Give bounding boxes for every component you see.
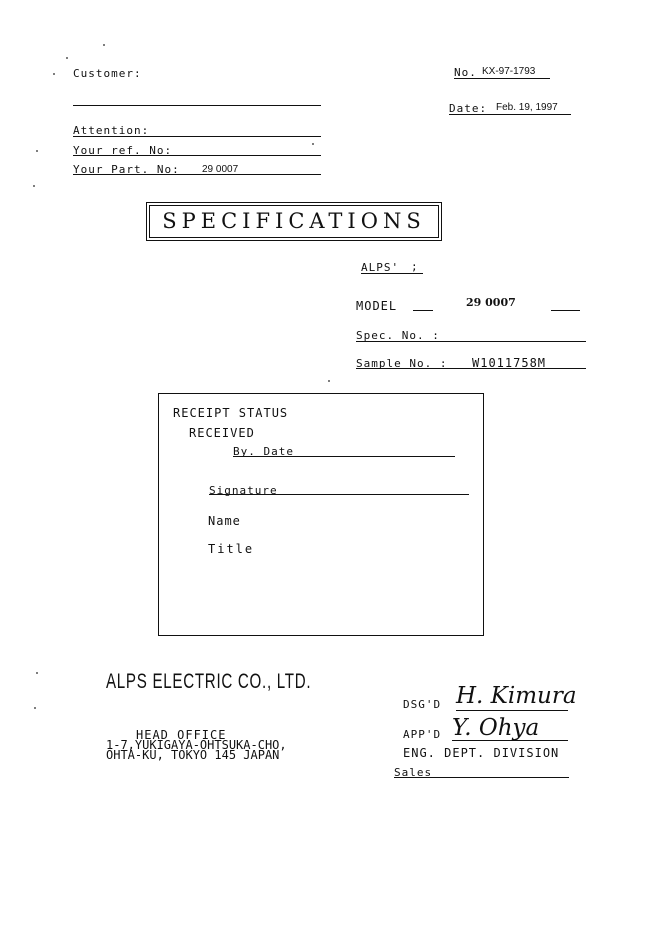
scan-speck	[34, 707, 36, 709]
signature-line	[209, 494, 469, 495]
by-date-line	[233, 456, 455, 457]
received-label: RECEIVED	[189, 426, 255, 440]
dsg-line	[456, 710, 568, 711]
doc-no-line	[454, 78, 550, 79]
your-part-label: Your Part. No:	[73, 163, 180, 176]
your-part-line	[73, 174, 321, 175]
division-label: ENG. DEPT. DIVISION	[403, 746, 560, 760]
sample-no-value: W1011758M	[472, 356, 547, 370]
your-ref-line	[73, 155, 321, 156]
model-line-left	[413, 310, 433, 311]
by-date-label: By. Date	[233, 445, 294, 458]
model-label: MODEL	[356, 299, 398, 313]
sample-no-label: Sample No. :	[356, 357, 448, 370]
date-value: Feb. 19, 1997	[496, 102, 558, 113]
company-name: ALPS ELECTRIC CO., LTD.	[106, 670, 312, 693]
app-label: APP'D	[403, 728, 442, 741]
signature-label: Signature	[209, 484, 278, 497]
alps-line	[361, 273, 423, 274]
specifications-title: SPECIFICATIONS	[162, 209, 426, 233]
date-label: Date:	[449, 102, 488, 115]
scan-speck	[66, 57, 68, 59]
doc-no-value: KX-97-1793	[482, 66, 536, 77]
scan-speck	[53, 73, 55, 75]
title-label: Title	[208, 542, 255, 556]
customer-label: Customer:	[73, 67, 142, 80]
attention-label: Attention:	[73, 124, 150, 137]
specifications-title-box	[146, 202, 442, 241]
scan-speck	[33, 185, 35, 187]
head-office-label: HEAD OFFICE	[136, 728, 227, 742]
address-line-2: OHTA-KU, TOKYO 145 JAPAN	[106, 748, 280, 762]
attention-line	[73, 136, 321, 137]
spec-no-label: Spec. No. :	[356, 329, 440, 342]
dsg-label: DSG'D	[403, 698, 442, 711]
name-label: Name	[208, 514, 241, 528]
scan-speck	[312, 143, 314, 145]
app-signature: Y. Ohya	[452, 715, 540, 741]
customer-line	[73, 105, 321, 106]
spec-no-line	[356, 341, 586, 342]
receipt-status-label: RECEIPT STATUS	[173, 406, 289, 420]
dsg-signature: H. Kimura	[456, 683, 577, 709]
model-value: 29 0007	[466, 296, 516, 309]
sample-no-line	[356, 368, 586, 369]
your-part-value: 29 0007	[202, 164, 239, 175]
scan-speck	[103, 44, 105, 46]
app-line	[452, 740, 568, 741]
model-line-right	[551, 310, 580, 311]
alps-colon: ;	[411, 260, 419, 273]
scan-speck	[328, 380, 330, 382]
your-ref-label: Your ref. No:	[73, 144, 173, 157]
scan-speck	[36, 672, 38, 674]
sales-line	[394, 777, 569, 778]
scan-speck	[36, 150, 38, 152]
alps-label: ALPS'	[361, 261, 400, 274]
date-line	[449, 114, 571, 115]
doc-no-label: No.	[454, 66, 477, 79]
sales-label: Sales	[394, 766, 433, 779]
address-line-1: 1-7,YUKIGAYA-OHTSUKA-CHO,	[106, 738, 287, 752]
